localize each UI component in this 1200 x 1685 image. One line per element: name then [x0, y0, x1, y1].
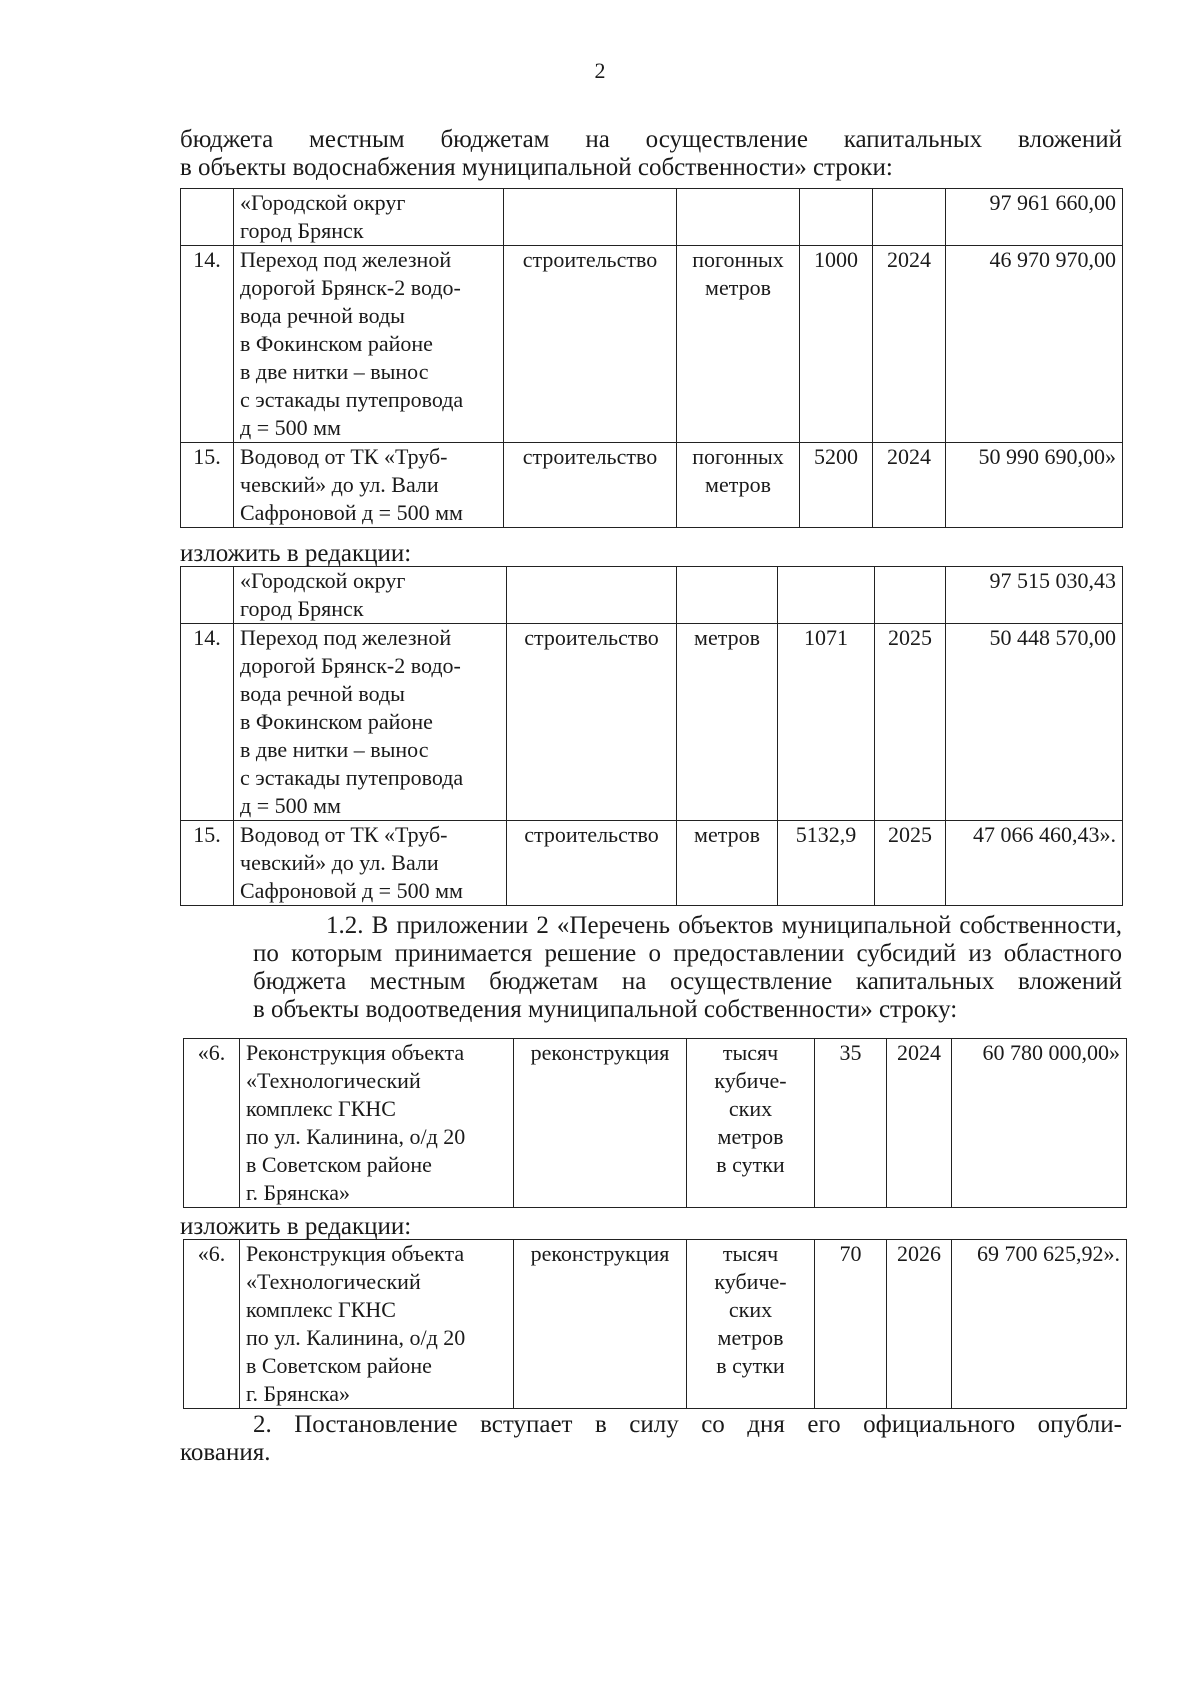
- name-line: чевский» до ул. Вали: [240, 850, 439, 875]
- cell-unit: [677, 246, 800, 443]
- name-line: комплекс ГКНС: [246, 1297, 396, 1322]
- name-line: «Технологический: [246, 1068, 421, 1093]
- table-row: [181, 443, 1123, 528]
- cell-name: [234, 567, 507, 624]
- section-1-2-line-4: в объекты водоотведения муниципальной собственности» строку:: [253, 996, 958, 1023]
- name-line: город Брянск: [240, 218, 364, 243]
- cell-num: «6.: [184, 1039, 240, 1208]
- name-line: Сафроновой д = 500 мм: [240, 500, 463, 525]
- cell-year: [875, 567, 946, 624]
- cell-num: 15.: [181, 443, 234, 528]
- cell-name: [234, 246, 504, 443]
- cell-num: «6.: [184, 1240, 240, 1409]
- cell-name: [234, 821, 507, 906]
- cell-year: 2025: [875, 821, 946, 906]
- caption-new-edition-2: изложить в редакции:: [180, 1213, 412, 1240]
- table-row-total: [181, 567, 1123, 624]
- section-1-2-line-2: по которым принимается решение о предоставлении субсидий из областного: [253, 940, 1122, 967]
- cell-year: 2025: [875, 624, 946, 821]
- page-number: 2: [594, 58, 606, 83]
- cell-sum: 97 515 030,43: [946, 567, 1123, 624]
- cell-year: 2024: [873, 443, 946, 528]
- table-row: [184, 1240, 1127, 1409]
- name-line: Реконструкция объекта: [246, 1241, 465, 1266]
- cell-year: 2024: [873, 246, 946, 443]
- cell-qty: [778, 567, 875, 624]
- name-line: чевский» до ул. Вали: [240, 472, 439, 497]
- intro-paragraph: [180, 126, 1122, 182]
- name-line: с эстакады путепровода: [240, 387, 464, 412]
- table-row: [181, 821, 1123, 906]
- cell-num: [181, 567, 234, 624]
- cell-num: 14.: [181, 624, 234, 821]
- table-water-supply-old: [180, 188, 1123, 528]
- name-line: Водовод от ТК «Труб-: [240, 444, 448, 469]
- name-line: по ул. Калинина, о/д 20: [246, 1325, 466, 1350]
- cell-qty: 1000: [800, 246, 873, 443]
- cell-year: 2024: [887, 1039, 952, 1208]
- cell-sum: 47 066 460,43».: [946, 821, 1123, 906]
- name-line: Реконструкция объекта: [246, 1040, 465, 1065]
- cell-kind: строительство: [507, 624, 677, 821]
- cell-unit: [677, 567, 778, 624]
- table-drainage-new: [183, 1239, 1127, 1409]
- cell-kind: строительство: [504, 443, 677, 528]
- unit-line: тысяч: [722, 1241, 779, 1266]
- name-line: в Фокинском районе: [240, 331, 433, 356]
- cell-unit: [687, 1240, 815, 1409]
- cell-sum: 50 448 570,00: [946, 624, 1123, 821]
- unit-line: в сутки: [716, 1353, 785, 1378]
- name-line: вода речной воды: [240, 303, 405, 328]
- cell-sum: 97 961 660,00: [946, 189, 1123, 246]
- unit-line: метров: [694, 625, 760, 650]
- name-line: по ул. Калинина, о/д 20: [246, 1124, 466, 1149]
- cell-kind: [507, 567, 677, 624]
- cell-sum: 46 970 970,00: [946, 246, 1123, 443]
- table-drainage-old: [183, 1038, 1127, 1208]
- cell-name: [240, 1039, 514, 1208]
- cell-num: 15.: [181, 821, 234, 906]
- name-line: «Городской округ: [240, 190, 406, 215]
- cell-qty: 70: [815, 1240, 887, 1409]
- cell-kind: реконструкция: [514, 1240, 687, 1409]
- cell-qty: 1071: [778, 624, 875, 821]
- name-line: Сафроновой д = 500 мм: [240, 878, 463, 903]
- table-row: [181, 246, 1123, 443]
- unit-line: ских: [728, 1096, 773, 1121]
- cell-unit: [677, 443, 800, 528]
- cell-year: [873, 189, 946, 246]
- unit-line: в сутки: [716, 1152, 785, 1177]
- section-1-2-paragraph: [180, 912, 1122, 1024]
- unit-line: метров: [705, 472, 771, 497]
- closing-paragraph: [180, 1411, 1122, 1467]
- cell-qty: [800, 189, 873, 246]
- name-line: вода речной воды: [240, 681, 405, 706]
- name-line: «Городской округ: [240, 568, 406, 593]
- name-line: г. Брянска»: [246, 1381, 350, 1406]
- cell-qty: 35: [815, 1039, 887, 1208]
- name-line: «Технологический: [246, 1269, 421, 1294]
- unit-line: тысяч: [722, 1040, 779, 1065]
- intro-line-2: в объекты водоснабжения муниципальной собственности» строки:: [180, 154, 893, 181]
- cell-unit: [687, 1039, 815, 1208]
- unit-line: метров: [705, 275, 771, 300]
- cell-unit: [677, 821, 778, 906]
- name-line: Переход под железной: [240, 247, 452, 272]
- unit-line: метров: [694, 822, 760, 847]
- closing-line-2: кования.: [180, 1439, 271, 1466]
- table-row: [184, 1039, 1127, 1208]
- cell-name: [240, 1240, 514, 1409]
- cell-name: [234, 443, 504, 528]
- cell-kind: [504, 189, 677, 246]
- name-line: г. Брянска»: [246, 1180, 350, 1205]
- table-water-supply-new: [180, 566, 1123, 906]
- section-1-2-line-3: бюджета местным бюджетам на осуществление капитальных вложений: [253, 968, 1122, 995]
- unit-line: ских: [728, 1297, 773, 1322]
- name-line: с эстакады путепровода: [240, 765, 464, 790]
- cell-name: [234, 189, 504, 246]
- cell-name: [234, 624, 507, 821]
- unit-line: погонных: [692, 444, 784, 469]
- cell-unit: [677, 189, 800, 246]
- cell-kind: реконструкция: [514, 1039, 687, 1208]
- name-line: в Советском районе: [246, 1353, 432, 1378]
- cell-qty: 5132,9: [778, 821, 875, 906]
- table-row: [181, 624, 1123, 821]
- caption-new-edition-1: изложить в редакции:: [180, 540, 412, 567]
- unit-line: метров: [717, 1325, 784, 1350]
- unit-line: погонных: [692, 247, 784, 272]
- cell-sum: 60 780 000,00»: [952, 1039, 1127, 1208]
- cell-num: 14.: [181, 246, 234, 443]
- name-line: дорогой Брянск-2 водо-: [240, 653, 461, 678]
- cell-qty: 5200: [800, 443, 873, 528]
- cell-unit: [677, 624, 778, 821]
- name-line: в Фокинском районе: [240, 709, 433, 734]
- cell-year: 2026: [887, 1240, 952, 1409]
- name-line: Водовод от ТК «Труб-: [240, 822, 448, 847]
- name-line: комплекс ГКНС: [246, 1096, 396, 1121]
- name-line: в Советском районе: [246, 1152, 432, 1177]
- cell-sum: 50 990 690,00»: [946, 443, 1123, 528]
- name-line: в две нитки – вынос: [240, 359, 429, 384]
- cell-kind: строительство: [507, 821, 677, 906]
- name-line: город Брянск: [240, 596, 364, 621]
- table-row-total: [181, 189, 1123, 246]
- name-line: в две нитки – вынос: [240, 737, 429, 762]
- name-line: д = 500 мм: [240, 793, 341, 818]
- name-line: дорогой Брянск-2 водо-: [240, 275, 461, 300]
- cell-sum: 69 700 625,92».: [952, 1240, 1127, 1409]
- intro-line-1: бюджета местным бюджетам на осуществление капитальных вложений: [180, 126, 1122, 153]
- cell-kind: строительство: [504, 246, 677, 443]
- cell-num: [181, 189, 234, 246]
- unit-line: кубиче-: [714, 1269, 787, 1294]
- unit-line: кубиче-: [714, 1068, 787, 1093]
- name-line: Переход под железной: [240, 625, 452, 650]
- unit-line: метров: [717, 1124, 784, 1149]
- closing-line-1: 2. Постановление вступает в силу со дня его официального опубли-: [253, 1411, 1122, 1438]
- name-line: д = 500 мм: [240, 415, 341, 440]
- section-1-2-line-1: 1.2. В приложении 2 «Перечень объектов муниципальной собственности,: [326, 912, 1122, 939]
